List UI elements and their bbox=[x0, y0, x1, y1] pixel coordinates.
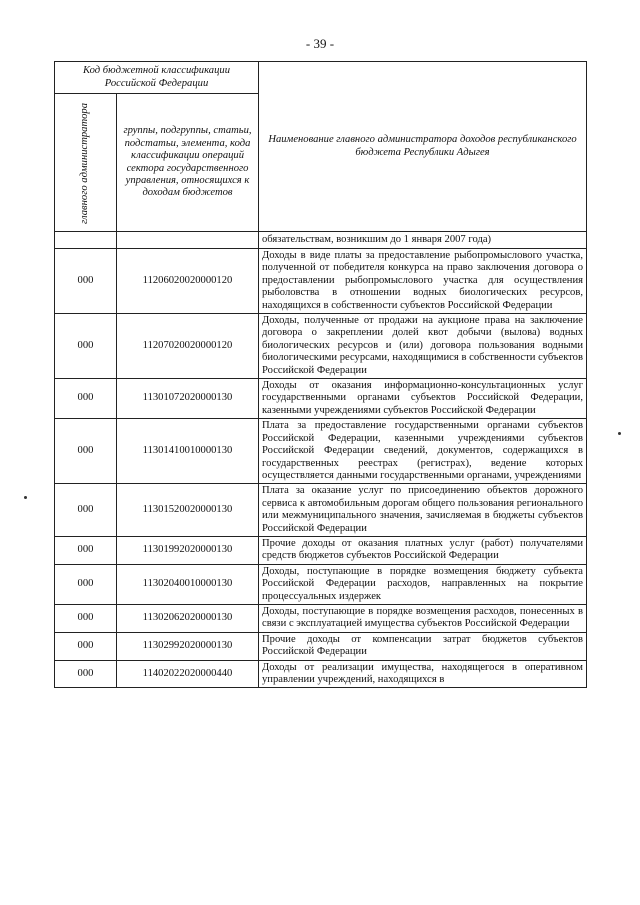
income-code: 11206020020000120 bbox=[117, 249, 259, 314]
admin-code: 000 bbox=[55, 379, 117, 419]
admin-code: 000 bbox=[55, 632, 117, 660]
name-column-header: Наименование главного администратора доходов республиканского бюджета Республики Адыгея bbox=[259, 62, 587, 232]
income-name: Прочие доходы от оказания платных услуг (работ) получателями средств бюджетов субъектов Российской Федерации bbox=[259, 536, 587, 564]
admin-code: 000 bbox=[55, 314, 117, 379]
income-code: 11301072020000130 bbox=[117, 379, 259, 419]
income-code: 11302062020000130 bbox=[117, 604, 259, 632]
admin-code: 000 bbox=[55, 660, 117, 688]
table-row bbox=[55, 419, 587, 484]
admin-code: 000 bbox=[55, 564, 117, 604]
admin-column-header bbox=[55, 94, 117, 232]
continuation-admin bbox=[55, 232, 117, 249]
income-name: Прочие доходы от компенсации затрат бюджетов субъектов Российской Федерации bbox=[259, 632, 587, 660]
table-row bbox=[55, 604, 587, 632]
table-row bbox=[55, 632, 587, 660]
table-row bbox=[55, 249, 587, 314]
income-name: Доходы от оказания информационно-консультационных услуг государственными органами субъектов Российской Федерации, казенными учреждениями субъектов Российской Федерации bbox=[259, 379, 587, 419]
admin-code: 000 bbox=[55, 249, 117, 314]
income-code: 11402022020000440 bbox=[117, 660, 259, 688]
page-number: - 39 - bbox=[305, 36, 335, 51]
income-code: 11301520020000130 bbox=[117, 484, 259, 537]
table-row bbox=[55, 379, 587, 419]
scan-speck bbox=[618, 432, 621, 435]
income-name: Доходы от реализации имущества, находящегося в оперативном управлении учреждений, находящихся в bbox=[259, 660, 587, 688]
income-name: Плата за оказание услуг по присоединению объектов дорожного сервиса к автомобильным дорогам общего пользования регионального или межмуниципального значения, зачисляемая в бюджеты субъектов Российской Федерации bbox=[259, 484, 587, 537]
income-code: 11301410010000130 bbox=[117, 419, 259, 484]
income-code: 11302040010000130 bbox=[117, 564, 259, 604]
table-row bbox=[55, 484, 587, 537]
continuation-row bbox=[55, 232, 587, 249]
admin-code: 000 bbox=[55, 484, 117, 537]
admin-code: 000 bbox=[55, 604, 117, 632]
income-name: Плата за предоставление государственными органами субъектов Российской Федерации, казенными учреждениями субъектов Российской Федерации сведений, документов, содержащихся в государственных реестрах (регистрах), ведение которых осуществляется данными государственными органами, учреждениями bbox=[259, 419, 587, 484]
scan-speck bbox=[24, 496, 27, 499]
income-name: Доходы, поступающие в порядке возмещения бюджету субъекта Российской Федерации расходов, направленных на покрытие процессуальных издержек bbox=[259, 564, 587, 604]
table-row bbox=[55, 536, 587, 564]
admin-column-header-text: главного администратора bbox=[79, 101, 91, 224]
admin-code: 000 bbox=[55, 419, 117, 484]
income-name: Доходы в виде платы за предоставление рыбопромыслового участка, полученной от победителя конкурса на право заключения договора о предоставлении рыбопромыслового участка для осуществления рыболовства в отношении водных биологических ресурсов, находящихся в собственности субъектов Российской Федерации bbox=[259, 249, 587, 314]
continuation-name: обязательствам, возникшим до 1 января 2007 года) bbox=[259, 232, 587, 249]
income-name: Доходы, полученные от продажи на аукционе права на заключение договора о закреплении долей квот добычи (вылова) водных биологических ресурсов и (или) договора пользования водными биологическими ресурсами, находящимися в собственности субъектов Российской Федерации bbox=[259, 314, 587, 379]
income-classification-table bbox=[54, 61, 587, 688]
income-code: 11302992020000130 bbox=[117, 632, 259, 660]
income-name: Доходы, поступающие в порядке возмещения расходов, понесенных в связи с эксплуатацией имущества субъектов Российской Федерации bbox=[259, 604, 587, 632]
admin-code: 000 bbox=[55, 536, 117, 564]
income-code-column-header: группы, подгруппы, статьи, подстатьи, элемента, кода классификации операций сектора государственного управления, относящихся к доходам бюджетов bbox=[117, 94, 259, 232]
income-code: 11301992020000130 bbox=[117, 536, 259, 564]
table-row bbox=[55, 564, 587, 604]
table-row bbox=[55, 660, 587, 688]
income-code: 11207020020000120 bbox=[117, 314, 259, 379]
kbk-group-header: Код бюджетной классификации Российской Федерации bbox=[55, 62, 259, 94]
table-row bbox=[55, 314, 587, 379]
continuation-code bbox=[117, 232, 259, 249]
